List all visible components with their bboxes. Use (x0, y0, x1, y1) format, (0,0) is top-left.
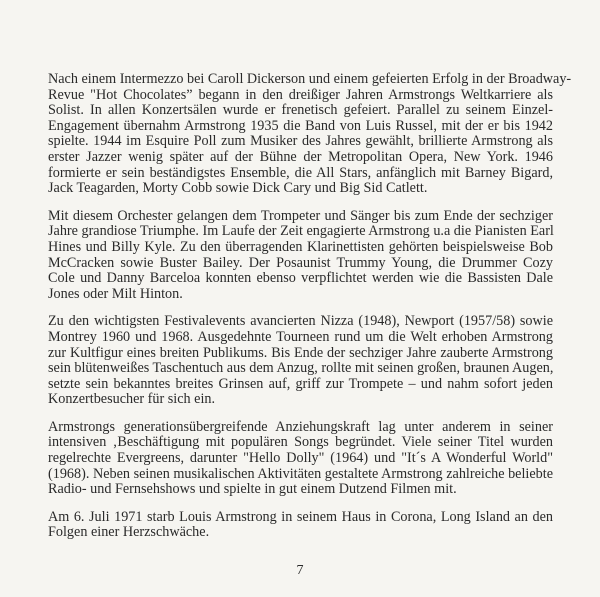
text-line: Nach einem Intermezzo bei Caroll Dickerson und einem gefeierten Erfolg in der Broadway- (48, 71, 572, 87)
text-line: (1968). Neben seinen musikalischen Aktivitäten gestaltete Armstrong zahlreiche beliebte (48, 465, 553, 482)
text-line: Am 6. Juli 1971 starb Louis Armstrong in seinem Haus in Corona, Long Island an den (48, 508, 553, 525)
text-line: Mit diesem Orchester gelangen dem Trompeter und Sänger bis zum Ende der sechziger (48, 207, 553, 224)
text-line: Montrey 1960 und 1968. Ausgedehnte Tourneen rund um die Welt erhoben Armstrong (48, 328, 553, 345)
text-line: zur Kultfigur eines breiten Publikums. Bis Ende der sechziger Jahre zauberte Armstrong (48, 344, 553, 361)
paragraph-death (48, 510, 553, 541)
text-line: Cole und Danny Barceloa konnten ebenso verpflichtet werden wie die Bassisten Dale (48, 270, 553, 287)
text-line: Jones oder Milt Hinton. (48, 285, 183, 302)
text-line: formierte er sein beständigstes Ensemble, die All Stars, anfänglich mit Barney Bigard, (48, 164, 553, 181)
text-line: Jahre grandiose Triumphe. Im Laufe der Zeit engagierte Armstrong u.a die Pianisten Earl (48, 223, 554, 240)
paragraph-orchestra (48, 209, 553, 303)
page-number: 7 (296, 563, 304, 578)
text-line: regelrechte Evergreens, darunter "Hello Dolly" (1964) und "It´s A Wonderful World" (48, 450, 553, 467)
text-line: Radio- und Fernsehshows und spielte in gut einem Dutzend Filmen mit. (48, 481, 457, 498)
text-line: erster Jazzer wenig später auf der Bühne der Metropolitan Opera, New York. 1946 (48, 148, 553, 165)
page-body (48, 71, 572, 553)
text-line: Konzertbesucher für sich ein. (48, 391, 216, 408)
text-line: sein blütenweißes Taschentuch aus dem Anzug, rollte mit seinen großen, braunen Augen, (48, 360, 554, 377)
text-line: setzte sein bekanntes breites Grinsen auf, griff zur Trompete – und nahm sofort jeden (48, 375, 553, 392)
text-line: Solist. In allen Konzertsälen wurde er frenetisch gefeiert. Parallel zu seinem Einzel- (48, 102, 553, 119)
text-line: spielte. 1944 im Esquire Poll zum Musiker des Jahres gewählt, brillierte Armstrong als (48, 133, 553, 150)
text-line: Jack Teagarden, Morty Cobb sowie Dick Cary und Big Sid Catlett. (48, 180, 428, 197)
text-line: Zu den wichtigsten Festivalevents avancierten Nizza (1948), Newport (1957/58) sowie (48, 313, 553, 330)
paragraph-career (48, 71, 572, 197)
text-line: Armstrongs generationsübergreifende Anziehungskraft lag unter anderem in seiner (48, 418, 553, 435)
text-line: Folgen einer Herzschwäche. (48, 524, 210, 541)
text-line: McCracken sowie Buster Bailey. Der Posaunist Trummy Young, die Drummer Cozy (48, 254, 553, 271)
text-line: intensiven ‚Beschäftigung mit populären Songs begründet. Viele seiner Titel wurden (48, 434, 553, 451)
paragraph-popularity (48, 420, 553, 498)
text-line: Hines und Billy Kyle. Zu den überragenden Klarinettisten gehörten beispielsweise Bob (48, 238, 553, 255)
text-line: Revue "Hot Chocolates” begann in den dreißiger Jahren Armstrongs Weltkarriere als (48, 86, 553, 103)
paragraph-festivals (48, 314, 553, 408)
text-line: Engagement übernahm Armstrong 1935 die Band von Luis Russel, mit der er bis 1942 (48, 117, 553, 134)
